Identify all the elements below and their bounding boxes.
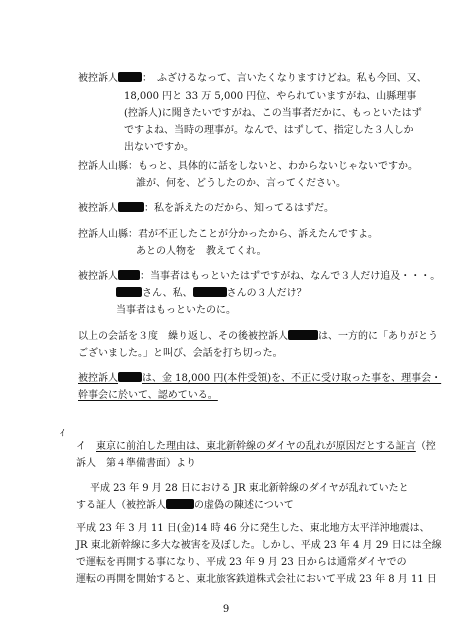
speaker-label: 被控訴人 — [78, 203, 118, 214]
p6-line-2: ございました。」と叫び、会話を打ち切った。 — [78, 348, 283, 359]
section-i-line-2: 訴人 第４準備書面）より — [76, 458, 196, 469]
p4-line-1: 控訴人山縣：君が不正したことが分かったから、訴えたんですよ。 — [78, 229, 378, 240]
section-i-line-1: イ 東京に前泊した理由は、東北新幹線のダイヤの乱れが原因だとする証言（控 — [76, 441, 436, 452]
section-label: イ — [76, 441, 86, 452]
p7-line-2: 幹事会に於いて、認めている。 — [78, 390, 218, 401]
p1-line-5: 出ないですか。 — [124, 142, 194, 153]
redaction-block — [118, 270, 140, 280]
redaction-block — [118, 72, 142, 82]
p9-line-2: JR 東北新幹線に多大な被害を及ぼした。しかし、平成 23 年 4 月 29 日には全線 — [76, 540, 442, 551]
speaker-label: 被控訴人 — [78, 73, 118, 84]
speaker-label: 被控訴人 — [78, 271, 118, 282]
redaction-block — [288, 330, 318, 340]
p1-line-2: 18,000 円と 33 万 5,000 円位、やられていますがね、山縣理事 — [124, 91, 417, 102]
p9-line-4: 運転の再開を開始すると、東北旅客鉄道株式会社において平成 23 年 8 月 11 日 — [76, 574, 437, 585]
p3-line-1: 被控訴人 ：私を訴えたのだから、知ってるはずだ。 — [78, 203, 334, 214]
p2-line-2: 誰が、何を、どうしたのか、言ってください。 — [136, 178, 346, 189]
p6-line-1: 以上の会話を３度 繰り返し、その後被控訴人 は、一方的に「ありがとう — [78, 331, 438, 342]
p8-line-2: する証人（被控訴人 の虚偽の陳述について — [76, 500, 294, 511]
p1-line-1: 被控訴人 ： ふざけるなって、言いたくなりますけどね。私も今回、又、 — [78, 73, 427, 84]
redaction-block — [116, 287, 142, 297]
p4-line-2: あとの人物を 教えてくれ。 — [136, 246, 267, 257]
redaction-block — [118, 372, 142, 382]
p2-line-1: 控訴人山縣：もっと、具体的に話をしないと、わからないじゃないですか。 — [78, 161, 418, 172]
redaction-block — [166, 499, 194, 509]
p9-line-1: 平成 23 年 3 月 11 日(金)14 時 46 分に発生した、東北地方太平洋沖地震は、 — [76, 523, 430, 534]
redaction-block — [118, 202, 144, 212]
p7-line-1: 被控訴人 は、金 18,000 円(本件受領)を、不正に受け取った事を、理事会・ — [78, 373, 442, 384]
p9-line-3: で運転を再開する事になり、平成 23 年 9 月 23 日からは通常ダイヤでの — [76, 557, 407, 568]
p5-line-2: さん、私、 さんの３人だけ？ — [116, 287, 307, 300]
page-number: 9 — [222, 604, 230, 615]
p8-line-1: 平成 23 年 9 月 28 日における JR 東北新幹線のダイヤが乱れていたと — [90, 483, 409, 494]
p5-line-3: 当事者はもっといたのに。 — [116, 305, 236, 316]
p1-line-4: ですよね、当時の理事が。なんで、はずして、指定した３人しか — [124, 125, 414, 136]
p5-line-1: 被控訴人 ：当事者はもっといたはずですがね、なんで３人だけ追及・・・。 — [78, 271, 441, 282]
p1-line-3: (控訴人)に聞きたいですがね、この当事者だかに、もっといたはず — [124, 108, 422, 119]
margin-mark: ｲ — [60, 429, 65, 439]
redaction-block — [193, 287, 227, 297]
